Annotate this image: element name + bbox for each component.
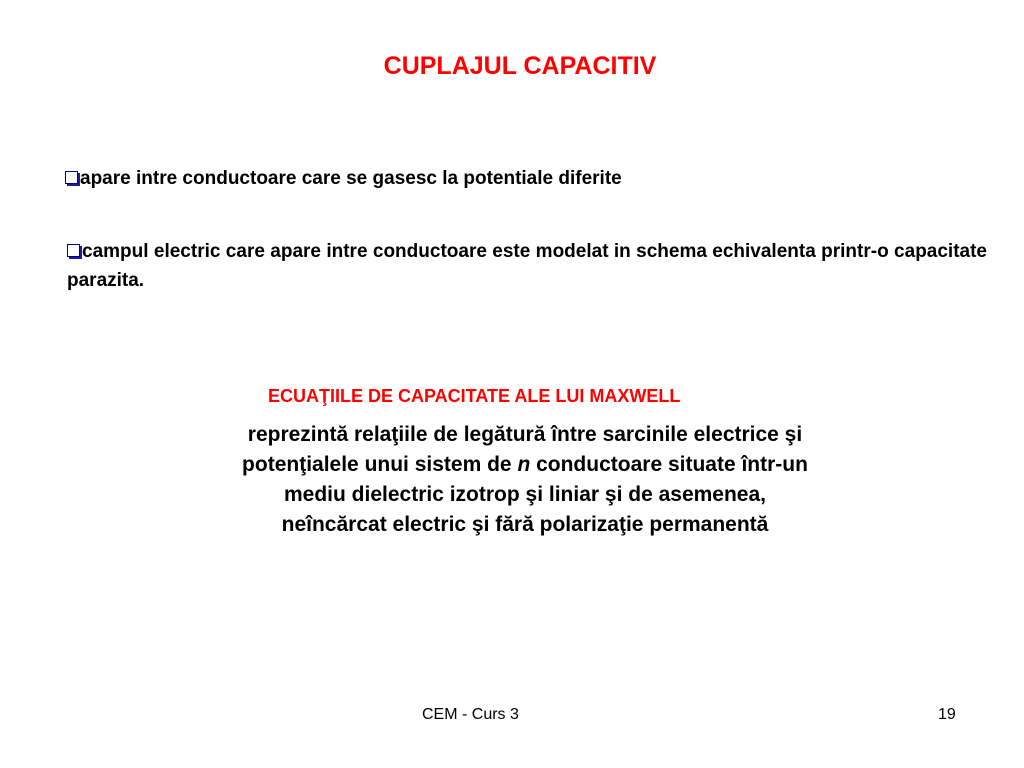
checkbox-bullet-icon — [67, 244, 80, 257]
slide-footer: CEM - Curs 3 — [422, 706, 519, 723]
definition-paragraph — [230, 420, 820, 540]
page-number: 19 — [938, 706, 956, 723]
section-subtitle: ECUAŢIILE DE CAPACITATE ALE LUI MAXWELL — [268, 386, 681, 406]
bullet-item — [65, 164, 805, 193]
checkbox-bullet-icon — [65, 171, 78, 184]
bullet-text: apare intre conductoare care se gasesc la potentiale diferite — [80, 168, 622, 189]
paragraph-variable-n: n — [517, 453, 531, 476]
bullet-text: campul electric care apare intre conductoare este modelat in schema echivalenta printr-o capacitate parazita. — [67, 241, 987, 291]
slide-title: CUPLAJUL CAPACITIV — [383, 52, 657, 80]
paragraph-text-start: reprezintă relaţiile de legătură între sarcinile electrice şi potenţialele unui sistem de — [242, 423, 803, 476]
paragraph-text-end: conductoare situate într-un mediu dielectric izotrop şi liniar şi de asemenea, neîncărcat electric şi fără polarizaţie permanentă — [281, 453, 808, 536]
bullet-item — [67, 237, 987, 295]
